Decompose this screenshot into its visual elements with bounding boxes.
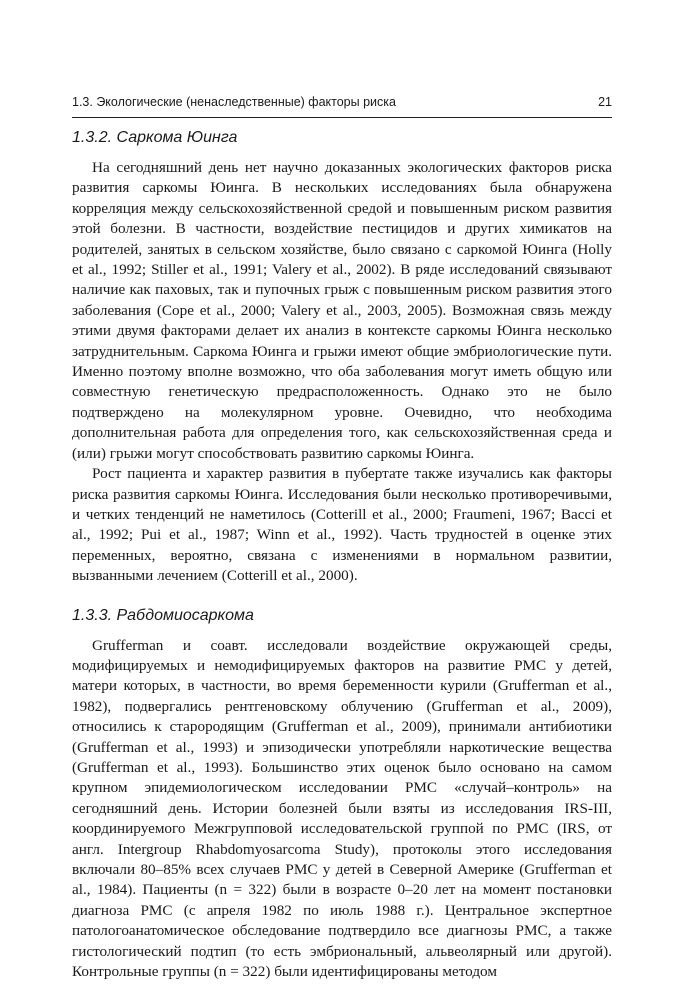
paragraph: На сегодняшний день нет научно доказанных экологических факторов риска развития саркомы Юинга. В нескольких исследованиях была обнаружена корреляция между сельскохозяйственной средой и повышенным риском развития этой болезни. В частности, воздействие пестицидов и других химикатов на родителей, занятых в сельском хозяйстве, было связано с саркомой Юинга (Holly et al., 1992; Stiller et al., 1991; Valery et al., 2002). В ряде исследований связывают наличие как паховых, так и пупочных грыж с повышенным риском развития этого заболевания (Cope et al., 2000; Valery et al., 2003, 2005). Возможная связь между этими двумя факторами делает их анализ в контексте саркомы Юинга несколько затруднительным. Саркома Юинга и грыжи имеют общие эмбриологические пути. Именно поэтому вполне возможно, что оба заболевания могут иметь общую или совместную генетическую предрасположенность. Однако это не было подтверждено на молекулярном уровне. Очевидно, что необходима дополнительная работа для определения того, как сельскохозяйственная среда и (или) грыжи могут способствовать развитию саркомы Юинга. [72,159,612,462]
page-body [72,128,612,982]
section-title-rhabdomyosarcoma: 1.3.3. Рабдомиосаркома [72,606,254,624]
section-title-ewing-sarcoma: 1.3.2. Саркома Юинга [72,129,238,146]
running-title: 1.3. Экологические (ненаследственные) факторы риска [72,95,396,109]
page-number: 21 [598,95,612,109]
paragraph: Grufferman и соавт. исследовали воздействие окружающей среды, модифицируемых и немодифицируемых факторов на развитие РМС у детей, матери которых, в частности, во время беременности курили (Grufferman et al., 1982), подвергались рентгеновскому облучению (Grufferman et al., 2009), относились к старородящим (Grufferman et al., 2009), принимали антибиотики (Grufferman et al., 1993) и эпизодически употребляли наркотические вещества (Grufferman et al., 1993). Большинство этих оценок было основано на самом крупном эпидемиологическом исследовании РМС «случай–контроль» на сегодняшний день. Истории болезней были взяты из исследования IRS-III, координируемого Межгрупповой исследовательской группой по РМС (IRS, от англ. Intergroup Rhabdomyosarcoma Study), протоколы этого исследования включали 80–85% всех случаев РМС у детей в Северной Америке (Grufferman et al., 1984). Пациенты (n = 322) были в возрасте 0–20 лет на момент постановки диагноза РМС (с апреля 1982 по июль 1988 г.). Центральное экспертное патологоанатомическое обследование подтвердило все диагнозы РМС, а также гистологический подтип (то есть эмбриональный, альвеолярный или другой). Контрольные группы (n = 322) были идентифицированы методом [72,636,612,981]
paragraph: Рост пациента и характер развития в пубертате также изучались как факторы риска развития саркомы Юинга. Исследования были несколько противоречивыми, и четких тенденций не наметилось (Cotterill et al., 2000; Fraumeni, 1967; Bacci et al., 1992; Pui et al., 1987; Winn et al., 1992). Часть трудностей в оценке этих переменных, вероятно, связана с изменениями в нормальном развитии, вызванными лечением (Cotterill et al., 2000). [72,465,612,585]
running-header [72,93,612,118]
